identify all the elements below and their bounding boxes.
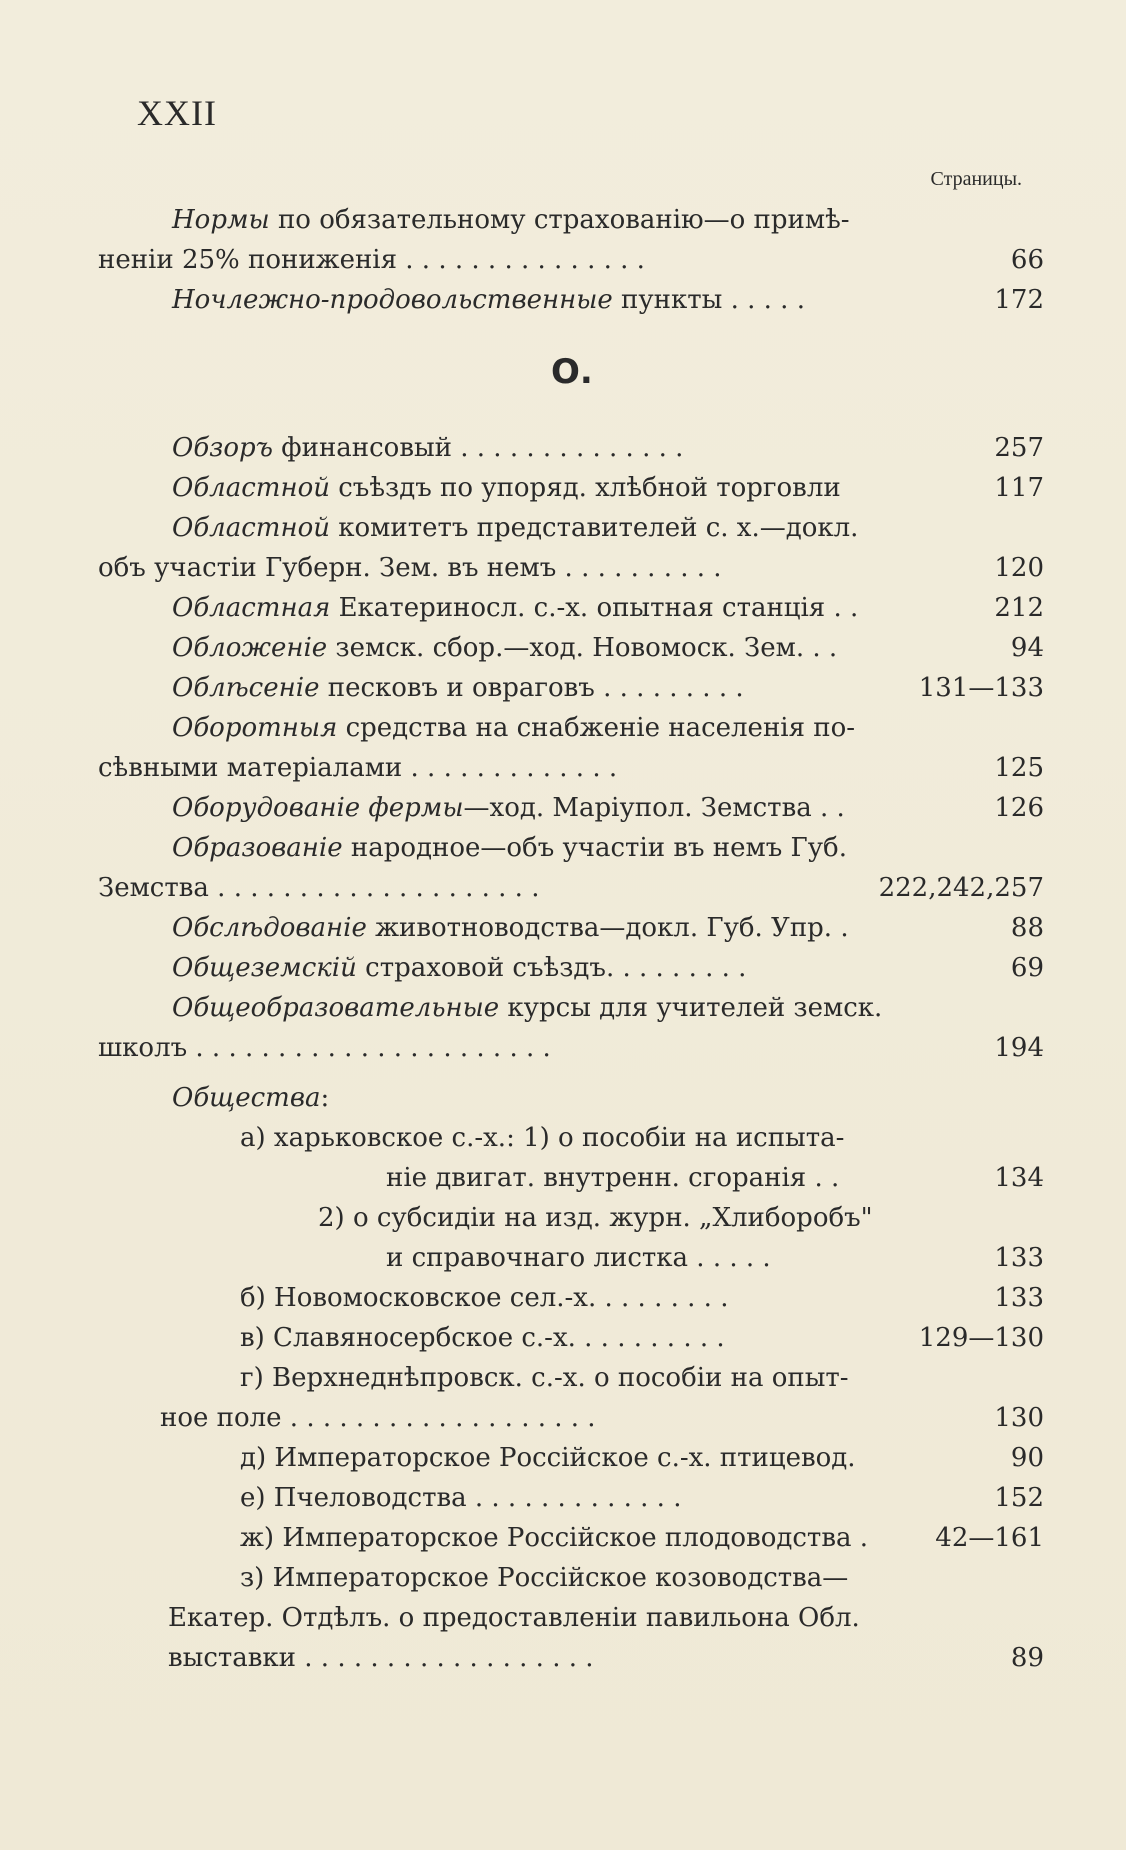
entry-description: сѣвными матеріалами . . . . . . . . . . . . .: [98, 753, 618, 783]
entry-term: Ночлежно-продовольственные: [172, 285, 613, 315]
entry-text: [172, 788, 845, 828]
entry-description: по обязательному страхованію—о примѣ-: [269, 205, 850, 235]
entry-page-number: 152: [994, 1483, 1044, 1513]
entry-text: [98, 868, 539, 908]
entry-term: Общества: [172, 1083, 321, 1113]
index-entry: [0, 828, 1126, 868]
entry-text: [172, 428, 683, 468]
index-entry: [0, 1438, 1126, 1478]
entry-description: б) Новомосковское сел.-х. . . . . . . . .: [240, 1283, 729, 1313]
entry-page-number: 94: [1010, 633, 1044, 663]
entry-description: песковъ и овраговъ . . . . . . . . .: [319, 673, 744, 703]
entry-description: курсы для учителей земск.: [499, 993, 883, 1023]
entry-page-number: 133: [994, 1283, 1044, 1313]
entry-text: [172, 948, 746, 988]
entry-text: [168, 1598, 860, 1638]
index-entry: [0, 428, 1126, 468]
entry-description: и справочнаго листка . . . . .: [386, 1243, 771, 1273]
entry-description: школъ . . . . . . . . . . . . . . . . . . . . . .: [98, 1033, 551, 1063]
entry-text: [168, 1638, 594, 1678]
entry-description: ж) Императорское Россійское плодоводства .: [240, 1523, 868, 1553]
entry-text: [240, 1518, 868, 1558]
index-entry: [0, 468, 1126, 508]
entry-text: [98, 748, 617, 788]
entry-text: [172, 988, 882, 1028]
entry-term: Обложеніе: [172, 633, 328, 663]
entry-text: [172, 628, 837, 668]
index-entry: [0, 1028, 1126, 1068]
index-entry: [0, 1398, 1126, 1438]
entry-text: [172, 588, 858, 628]
entry-term: Оборотныя: [172, 713, 338, 743]
entry-description: —ход. Маріупол. Земства . .: [463, 793, 845, 823]
entry-description: комитетъ представителей с. х.—докл.: [329, 513, 859, 543]
entry-page-number: 194: [994, 1033, 1044, 1063]
section-letter: О.: [551, 352, 593, 392]
entry-text: [98, 1028, 551, 1068]
entry-text: [172, 280, 805, 320]
entry-description: страховой съѣздъ. . . . . . . . .: [356, 953, 747, 983]
index-entry: [0, 868, 1126, 908]
index-entry: [0, 240, 1126, 280]
entry-page-number: 69: [1010, 953, 1044, 983]
entry-description: пункты . . . . .: [612, 285, 805, 315]
index-entry: [0, 280, 1126, 320]
entry-text: [240, 1438, 856, 1478]
index-entry: [0, 788, 1126, 828]
entry-description: средства на снабженіе населенія по-: [337, 713, 856, 743]
entry-description: а) харьковское с.-х.: 1) о пособіи на испыта-: [240, 1123, 845, 1153]
entry-text: [172, 828, 847, 868]
entry-description: в) Славяносербское с.-х. . . . . . . . . .: [240, 1323, 725, 1353]
entry-term: Облѣсеніе: [172, 673, 320, 703]
entry-page-number: 117: [994, 473, 1044, 503]
entry-text: [172, 708, 855, 748]
entry-description: выставки . . . . . . . . . . . . . . . . . .: [168, 1643, 594, 1673]
entry-description: е) Пчеловодства . . . . . . . . . . . . .: [240, 1483, 682, 1513]
entry-text: [240, 1558, 848, 1598]
entry-text: [240, 1278, 728, 1318]
index-entry: [0, 1358, 1126, 1398]
entry-page-number: 90: [1010, 1443, 1044, 1473]
index-entry: [0, 1598, 1126, 1638]
entry-description: д) Императорское Россійское с.-х. птицевод.: [240, 1443, 856, 1473]
entry-description: финансовый . . . . . . . . . . . . . .: [273, 433, 684, 463]
index-entry: [0, 1158, 1126, 1198]
entry-description: Земства . . . . . . . . . . . . . . . . . . . .: [98, 873, 540, 903]
entry-page-number: 212: [994, 593, 1044, 623]
entry-text: [98, 240, 645, 280]
entry-description: неніи 25% пониженія . . . . . . . . . . . . . . .: [98, 245, 645, 275]
column-header: Страницы.: [930, 168, 1022, 190]
entry-text: [172, 200, 850, 240]
index-entry: [0, 548, 1126, 588]
index-entry: [0, 908, 1126, 948]
entry-term: Образованіе: [172, 833, 343, 863]
index-entry: [0, 1118, 1126, 1158]
index-entry: [0, 200, 1126, 240]
entry-term: Областной: [172, 513, 330, 543]
entry-text: [172, 668, 744, 708]
index-entry: [0, 948, 1126, 988]
index-entry: [0, 1558, 1126, 1598]
entry-term: Нормы: [172, 205, 270, 235]
entry-page-number: 120: [994, 553, 1044, 583]
entry-text: [386, 1238, 771, 1278]
index-entry: [0, 1318, 1126, 1358]
entry-page-number: 134: [994, 1163, 1044, 1193]
entry-description: г) Верхнеднѣпровск. с.-х. о пособіи на опыт-: [240, 1363, 849, 1393]
entry-description: народное—объ участіи въ немъ Губ.: [342, 833, 847, 863]
entry-description: ніе двигат. внутренн. сгоранія . .: [386, 1163, 840, 1193]
index-entry: [0, 1478, 1126, 1518]
entry-text: [98, 548, 722, 588]
entry-description: :: [320, 1083, 330, 1113]
index-entry: [0, 628, 1126, 668]
index-entry: [0, 588, 1126, 628]
entry-page-number: 257: [994, 433, 1044, 463]
index-entry: [0, 748, 1126, 788]
index-entry: [0, 668, 1126, 708]
entry-text: [172, 508, 858, 548]
entry-page-number: 222,242,257: [878, 873, 1044, 903]
entry-text: [160, 1398, 596, 1438]
entry-text: [386, 1158, 839, 1198]
index-entry: [0, 988, 1126, 1028]
entry-page-number: 131—133: [918, 673, 1044, 703]
entry-term: Обслѣдованіе: [172, 913, 367, 943]
entry-text: [318, 1198, 873, 1238]
entry-page-number: 129—130: [918, 1323, 1044, 1353]
index-entry: [0, 1518, 1126, 1558]
entry-term: Общеземскій: [172, 953, 357, 983]
entry-text: [172, 468, 841, 508]
entry-term: Общеобразовательные: [172, 993, 500, 1023]
entry-page-number: 126: [994, 793, 1044, 823]
page-number: XXII: [137, 93, 217, 133]
entry-text: [240, 1118, 844, 1158]
entry-text: [240, 1358, 849, 1398]
entry-description: съѣздъ по упоряд. хлѣбной торговли: [329, 473, 841, 503]
entry-description: животноводства—докл. Губ. Упр. .: [366, 913, 849, 943]
index-entry: [0, 1078, 1126, 1118]
entry-description: земск. сбор.—ход. Новомоск. Зем. . .: [327, 633, 838, 663]
entry-text: [240, 1318, 725, 1358]
index-entry: [0, 1198, 1126, 1238]
entry-page-number: 133: [994, 1243, 1044, 1273]
entry-description: Екатер. Отдѣлъ. о предоставленіи павильона Обл.: [168, 1603, 860, 1633]
index-entry: [0, 1238, 1126, 1278]
entry-page-number: 88: [1010, 913, 1044, 943]
entry-page-number: 125: [994, 753, 1044, 783]
index-entry: [0, 508, 1126, 548]
entry-text: [172, 1078, 329, 1118]
entry-description: 2) о субсидіи на изд. журн. „Хлиборобъ": [318, 1203, 873, 1233]
index-entry: [0, 708, 1126, 748]
entry-description: Екатериносл. с.-х. опытная станція . .: [330, 593, 859, 623]
entry-term: Оборудованіе фермы: [172, 793, 464, 823]
entry-page-number: 89: [1010, 1643, 1044, 1673]
entry-text: [172, 908, 849, 948]
entry-description: объ участіи Губерн. Зем. въ немъ . . . . . . . . . .: [98, 553, 722, 583]
entry-term: Областной: [172, 473, 330, 503]
entry-page-number: 66: [1010, 245, 1044, 275]
index-entry: [0, 1278, 1126, 1318]
index-entry: [0, 1638, 1126, 1678]
entry-page-number: 42—161: [935, 1523, 1044, 1553]
entry-description: з) Императорское Россійское козоводства—: [240, 1563, 849, 1593]
entry-description: ное поле . . . . . . . . . . . . . . . . . . .: [160, 1403, 596, 1433]
entry-term: Областная: [172, 593, 331, 623]
entry-page-number: 130: [994, 1403, 1044, 1433]
entry-page-number: 172: [994, 285, 1044, 315]
entry-text: [240, 1478, 681, 1518]
entry-term: Обзоръ: [172, 433, 273, 463]
